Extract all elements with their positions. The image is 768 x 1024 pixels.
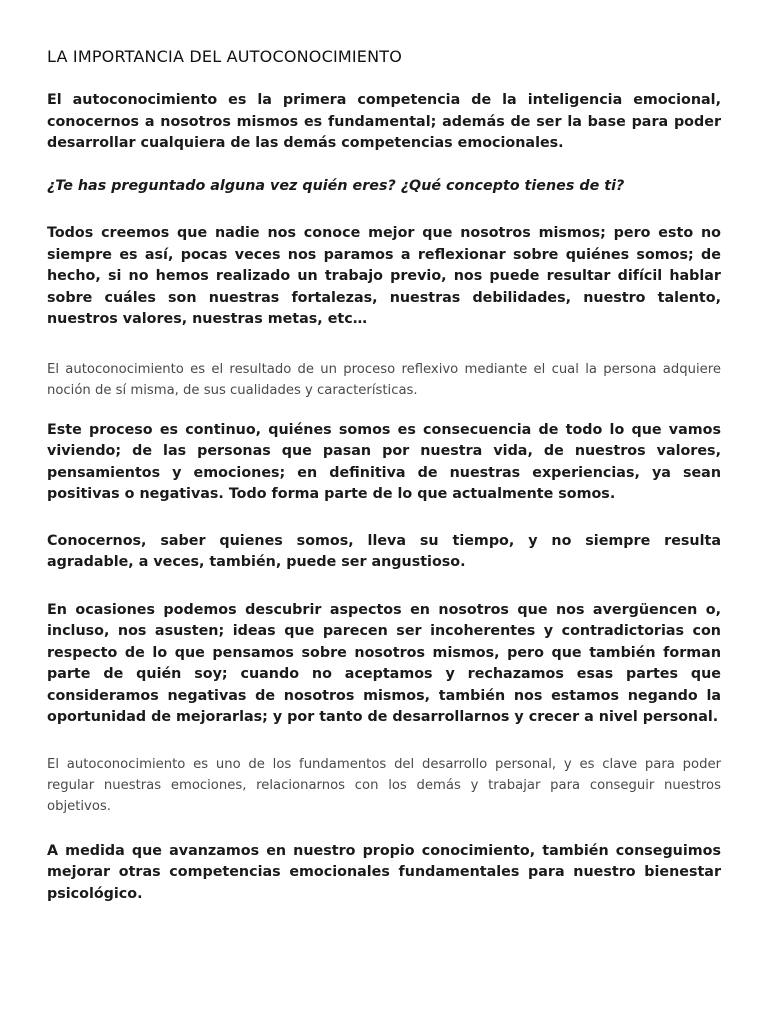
paragraph-discover-aspects: En ocasiones podemos descubrir aspectos en nosotros que nos avergüencen o, incluso, nos asusten; ideas que parecen ser incoherentes y contradictorias con respecto de lo que pensamos sobre nosotros mismos, pero que también forman parte de quién soy; cuando no aceptamos y rechazamos esas partes que consideramos negativas de nosotros mismos, también nos estamos negando la oportunidad de mejorarlas; y por tanto de desarrollarnos y crecer a nivel personal. [47,601,721,725]
paragraph-intro: El autoconocimiento es la primera competencia de la inteligencia emocional, conocernos a nosotros mismos es fundamental; además de ser la base para poder desarrollar cualquiera de las demás competencias emocionales. [47,92,721,151]
paragraph-takes-time: Conocernos, saber quienes somos, lleva su tiempo, y no siempre resulta agradable, a veces, también, puede ser angustioso. [47,532,721,570]
paragraph-question: ¿Te has preguntado alguna vez quién eres? ¿Qué concepto tienes de ti? [47,177,625,194]
paragraph-personal-development: El autoconocimiento es uno de los fundamentos del desarrollo personal, y es clave para poder regular nuestras emociones, relacionarnos con los demás y trabajar para conseguir nuestros objetivos. [47,756,721,814]
document-page [47,44,721,905]
document-title: LA IMPORTANCIA DEL AUTOCONOCIMIENTO [47,47,403,66]
paragraph-continuous-process: Este proceso es continuo, quiénes somos es consecuencia de todo lo que vamos viviendo; de las personas que pasan por nuestra vida, de nuestros valores, pensamientos y emociones; en definitiva de nuestras experiencias, ya sean positivas o negativas. Todo forma parte de lo que actualmente somos. [47,421,721,502]
paragraph-definition: El autoconocimiento es el resultado de un proceso reflexivo mediante el cual la persona adquiere noción de sí misma, de sus cualidades y características. [47,361,721,398]
paragraph-self-knowledge: Todos creemos que nadie nos conoce mejor que nosotros mismos; pero esto no siempre es así, pocas veces nos paramos a reflexionar sobre quiénes somos; de hecho, si no hemos realizado un trabajo previo, nos puede resultar difícil hablar sobre cuáles son nuestras fortalezas, nuestras debilidades, nuestro talento, nuestros valores, nuestras metas, etc… [47,225,721,327]
paragraph-conclusion: A medida que avanzamos en nuestro propio conocimiento, también conseguimos mejorar otras competencias emocionales fundamentales para nuestro bienestar psicológico. [47,842,721,902]
